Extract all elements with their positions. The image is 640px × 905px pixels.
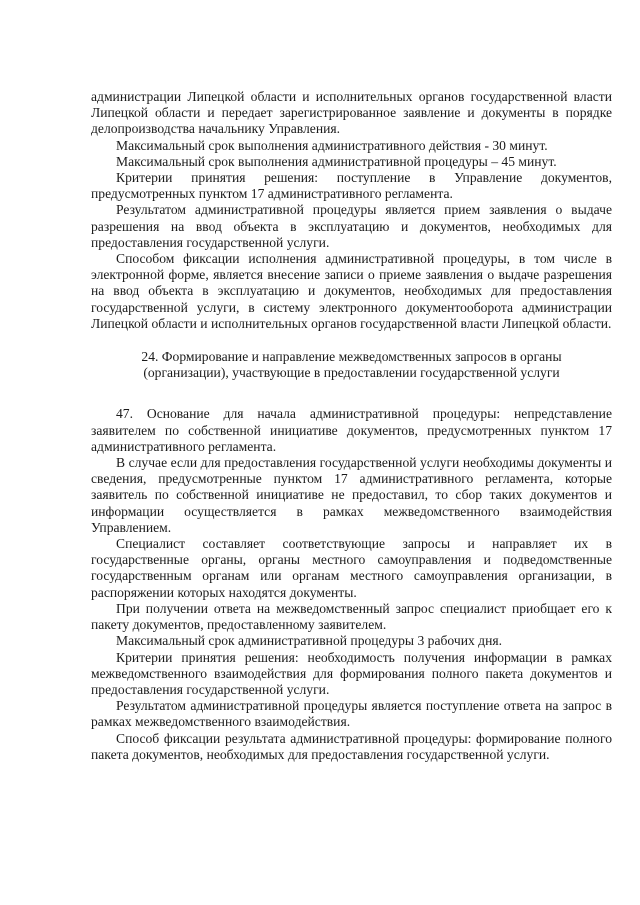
paragraph-decision-criteria-2: Критерии принятия решения: необходимость получения информации в рамках межведомственного взаимодействия для формирования полного пакета документов и предоставления государственной услуги. (91, 649, 612, 697)
paragraph-47-basis: 47. Основание для начала административной процедуры: непредставление заявителем по собственной инициативе документов, предусмотренных пунктом 17 административного регламента. (91, 406, 612, 454)
paragraph-procedure-result: Результатом административной процедуры является прием заявления о выдаче разрешения на ввод объекта в эксплуатацию и документов, необходимых для предоставления государственной услуги. (91, 202, 612, 250)
paragraph-documents-collection: В случае если для предоставления государственной услуги необходимы документы и сведения, предусмотренные пунктом 17 административного регламента, которые заявитель по собственной инициативе не предоставил, то сбор таких документов и информации осуществляется в рамках межведомственного взаимодействия Управлением. (91, 455, 612, 535)
section-bottom (91, 406, 612, 762)
paragraph-decision-criteria: Критерии принятия решения: поступление в Управление документов, предусмотренных пунктом 17 административного регламента. (91, 170, 612, 202)
paragraph-fixation-method: Способом фиксации исполнения административной процедуры, в том числе в электронной форме, является внесение записи о приеме заявления о выдаче разрешения на ввод объекта в эксплуатацию и документов, необходимых для предоставления государственной услуги, в систему электронного документооборота администрации Липецкой области и исполнительных органов государственной власти Липецкой области. (91, 251, 612, 331)
paragraph-fixation-method-2: Способ фиксации результата административной процедуры: формирование полного пакета документов, необходимых для предоставления государственной услуги. (91, 730, 612, 762)
paragraph-action-deadline: Максимальный срок выполнения административного действия - 30 минут. (116, 137, 548, 153)
paragraph-max-deadline: Максимальный срок административной процедуры 3 рабочих дня. (116, 633, 503, 649)
paragraph-procedure-deadline: Максимальный срок выполнения административной процедуры – 45 минут. (116, 153, 557, 169)
document-page (91, 89, 612, 763)
paragraph-result-2: Результатом административной процедуры является поступление ответа на запрос в рамках межведомственного взаимодействия. (91, 698, 612, 730)
paragraph-continuation: администрации Липецкой области и исполнительных органов государственной власти Липецкой области и передает зарегистрированное заявление и документы в порядке делопроизводства начальнику Управления. (91, 89, 612, 137)
section-heading: 24. Формирование и направление межведомственных запросов в органы (организации), участвующие в предоставлении государственной услуги (141, 349, 562, 381)
paragraph-specialist-requests: Специалист составляет соответствующие запросы и направляет их в государственные органы, органы местного самоуправления и подведомственные государственным органам или органам местного самоуправления организации, в распоряжении которых находятся документы. (91, 536, 612, 600)
section-top (91, 89, 612, 332)
paragraph-response-attach: При получении ответа на межведомственный запрос специалист приобщает его к пакету документов, предоставленному заявителем. (91, 600, 612, 633)
